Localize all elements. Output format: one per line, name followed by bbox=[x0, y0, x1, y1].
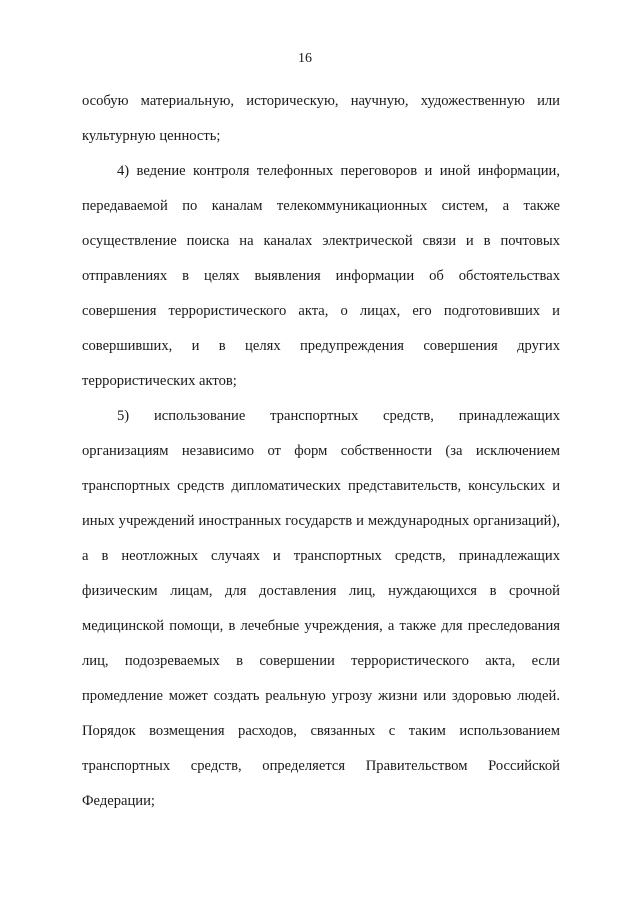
paragraph-continuation: особую материальную, историческую, научную, художественную или культурную ценность; bbox=[82, 93, 560, 144]
paragraph-item-4: 4) ведение контроля телефонных переговоров и иной информации, передаваемой по каналам телекоммуникационных систем, а также осуществление поиска на каналах электрической связи и в почтовых отправлениях в целях выявления информации об обстоятельствах совершения террористического акта, о лицах, его подготовивших и совершивших, и в целях предупреждения совершения других террористических актов; bbox=[82, 163, 560, 389]
page-number: 16 bbox=[298, 51, 312, 66]
paragraph-item-5: 5) использование транспортных средств, принадлежащих организациям независимо от форм собственности (за исключением транспортных средств дипломатических представительств, консульских и иных учреждений иностранных государств и международных организаций), а в неотложных случаях и транспортных средств, принадлежащих физическим лицам, для доставления лиц, нуждающихся в срочной медицинской помощи, в лечебные учреждения, а также для преследования лиц, подозреваемых в совершении террористического акта, если промедление может создать реальную угрозу жизни или здоровью людей. Порядок возмещения расходов, связанных с таким использованием транспортных средств, определяется Правительством Российской Федерации; bbox=[82, 408, 560, 809]
document-body bbox=[82, 84, 560, 819]
